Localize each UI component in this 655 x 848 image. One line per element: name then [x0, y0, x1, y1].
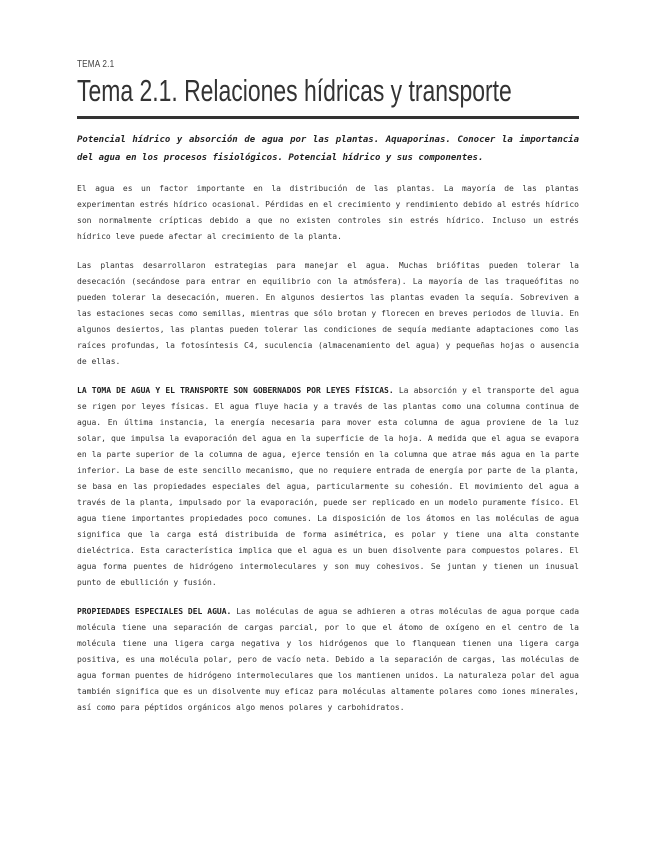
paragraph-water-properties [77, 604, 579, 716]
paragraph-text: El agua es un factor importante en la distribución de las plantas. La mayoría de las plantas experimentan estrés hídrico ocasional. Pérdidas en el crecimiento y rendimiento debido al estrés hídrico son normalmente crípticas debido a que no existen controles sin estrés hídrico. Incluso un estrés hídrico leve puede afectar al crecimiento de la planta. [77, 184, 579, 241]
paragraph-text: Las moléculas de agua se adhieren a otras moléculas de agua porque cada molécula tiene una separación de cargas parcial, por lo que el átomo de oxígeno en el centro de la molécula tiene una ligera carga negativa y los hidrógenos que lo flanquean tienen una ligera carga positiva, es una molécula polar, pero de vacío neta. Debido a la separación de cargas, las moléculas de agua forman puentes de hidrógeno intermoleculares que los mantienen unidos. La naturaleza polar del agua también significa que es un disolvente muy eficaz para moléculas altamente polares como iones minerales, así como para péptidos orgánicos algo menos polares y carbohidratos. [77, 607, 580, 712]
paragraph-strategies [77, 258, 579, 370]
paragraph-heading: PROPIEDADES ESPECIALES DEL AGUA. [77, 607, 232, 616]
document-page [77, 58, 579, 716]
paragraph-physical-laws [77, 383, 579, 591]
paragraph-heading: LA TOMA DE AGUA Y EL TRANSPORTE SON GOBERNADOS POR LEYES FÍSICAS. [77, 386, 394, 395]
paragraph-text: La absorción y el transporte del agua se rigen por leyes físicas. El agua fluye hacia y a través de las plantas como una columna continua de agua. En última instancia, la energía necesaria para mover esta columna de agua proviene de la luz solar, que impulsa la evaporación del agua en la superficie de la hoja. A medida que el agua se evapora en la parte superior de la columna de agua, ejerce tensión en la columna que atrae más agua en la parte inferior. La base de este sencillo mecanismo, que no requiere entrada de energía por parte de la planta, se basa en las propiedades especiales del agua, particularmente su cohesión. El movimiento del agua a través de la planta, impulsado por la evaporación, puede ser replicado en un modelo puramente físico. El agua tiene importantes propiedades poco comunes. La disposición de los átomos en las moléculas de agua significa que la carga está distribuida de forma asimétrica, es polar y tiene una alta constante dieléctrica. Esta característica implica que el agua es un buen disolvente para compuestos polares. El agua forma puentes de hidrógeno intermoleculares y son muy cohesivos. Se juntan y tienen un inusual punto de ebullición y fusión. [77, 386, 579, 587]
paragraph-text: Las plantas desarrollaron estrategias para manejar el agua. Muchas briófitas pueden tolerar la desecación (secándose para entrar en equilibrio con la atmósfera). La mayoría de las traqueófitas no pueden tolerar la desecación, mueren. En algunos desiertos las plantas evaden la sequía. Sobreviven a las estaciones secas como semillas, mientras que sólo brotan y florecen en breves periodos de lluvia. En algunos desiertos, las plantas pueden tolerar las condiciones de sequía mediante adaptaciones como las raíces profundas, la fotosíntesis C4, suculencia (almacenamiento del agua) y pequeñas hojas o ausencia de ellas. [77, 261, 579, 366]
lead-summary: Potencial hídrico y absorción de agua por las plantas. Aquaporinas. Conocer la importancia del agua en los procesos fisiológicos. Potencial hídrico y sus componentes. [77, 135, 579, 163]
page-title: Tema 2.1. Relaciones hídricas y transporte [77, 73, 512, 108]
section-kicker: TEMA 2.1 [77, 59, 115, 70]
paragraph-intro [77, 181, 579, 245]
title-divider [77, 116, 579, 119]
